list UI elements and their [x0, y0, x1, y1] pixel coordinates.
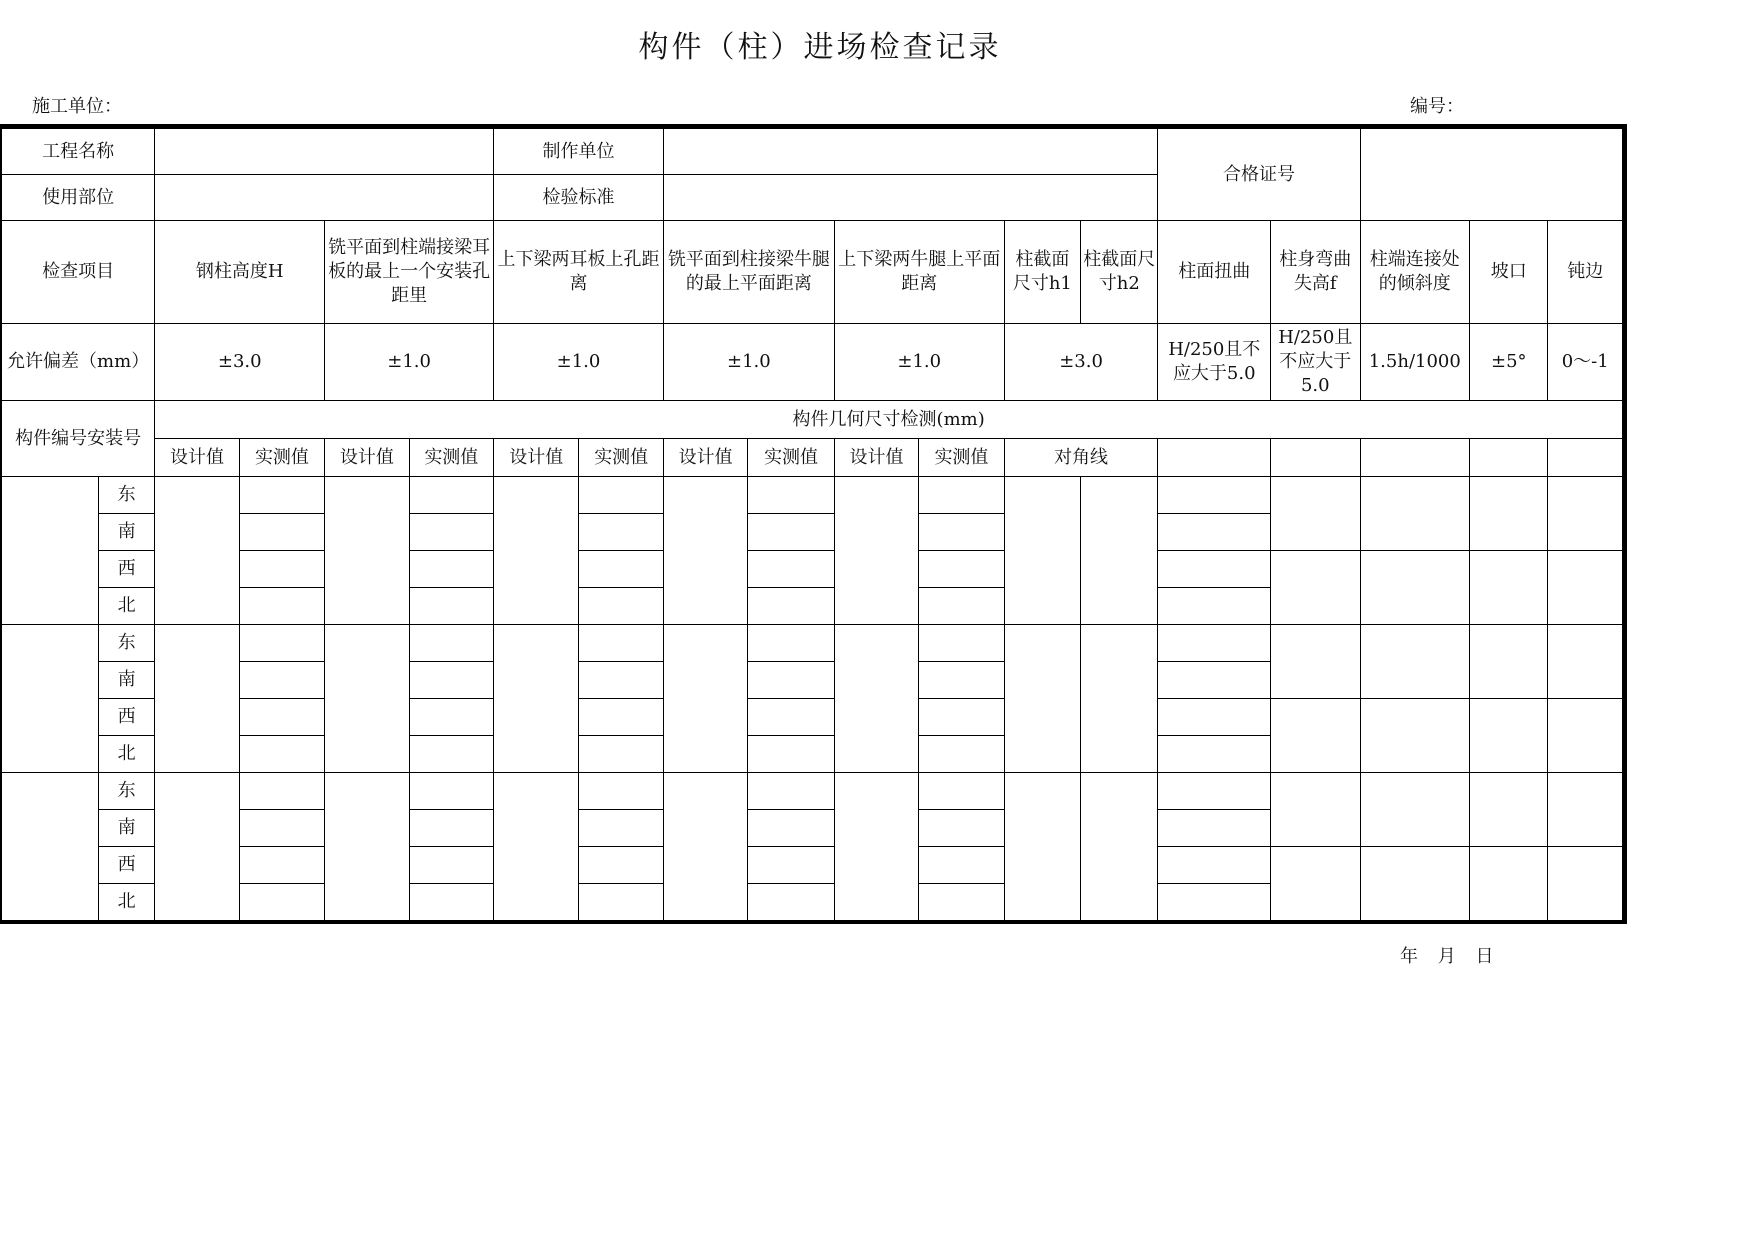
- measured-value-cell[interactable]: [409, 847, 493, 884]
- certificate-no-value[interactable]: [1360, 127, 1625, 221]
- design-value-cell[interactable]: [494, 477, 579, 625]
- measured-value-header: 实测值: [239, 439, 324, 477]
- measured-value-cell[interactable]: [748, 699, 834, 736]
- component-label: 构件编号安装号: [1, 401, 155, 477]
- tilt-value-cell[interactable]: [1360, 773, 1470, 847]
- measured-value-cell[interactable]: [919, 514, 1004, 551]
- tilt-value-cell[interactable]: [1360, 699, 1470, 773]
- measured-value-cell[interactable]: [409, 884, 493, 923]
- blunt-edge-value-cell[interactable]: [1548, 847, 1625, 923]
- tolerance-value: ±1.0: [663, 324, 834, 401]
- measured-value-cell[interactable]: [239, 588, 324, 625]
- bend-value-cell[interactable]: [1271, 551, 1360, 625]
- bend-value-cell[interactable]: [1271, 625, 1360, 699]
- measured-value-cell[interactable]: [239, 847, 324, 884]
- direction-label: 北: [99, 588, 155, 625]
- twist-value-cell[interactable]: [1158, 662, 1271, 699]
- empty-header-cell: [1470, 439, 1548, 477]
- design-value-header: 设计值: [494, 439, 579, 477]
- bevel-value-cell[interactable]: [1470, 551, 1548, 625]
- direction-label: 北: [99, 736, 155, 773]
- measured-value-cell[interactable]: [748, 884, 834, 923]
- blunt-edge-value-cell[interactable]: [1548, 773, 1625, 847]
- tolerance-value: ±1.0: [834, 324, 1004, 401]
- usage-location-value[interactable]: [155, 175, 494, 221]
- measured-value-cell[interactable]: [748, 625, 834, 662]
- direction-label: 西: [99, 699, 155, 736]
- twist-value-cell[interactable]: [1158, 736, 1271, 773]
- item-column-header: 上下梁两牛腿上平面距离: [834, 221, 1004, 324]
- bend-value-cell[interactable]: [1271, 773, 1360, 847]
- item-column-header: 铣平面到柱接梁牛腿的最上平面距离: [663, 221, 834, 324]
- inspection-table: [0, 124, 1627, 924]
- measured-value-cell[interactable]: [748, 551, 834, 588]
- component-id-cell[interactable]: [1, 625, 99, 773]
- measured-value-cell[interactable]: [919, 736, 1004, 773]
- design-value-cell[interactable]: [663, 477, 747, 625]
- measured-value-cell[interactable]: [409, 736, 493, 773]
- empty-header-cell: [1271, 439, 1360, 477]
- design-value-cell[interactable]: [663, 773, 747, 923]
- measured-value-cell[interactable]: [748, 736, 834, 773]
- diagonal-cell[interactable]: [1004, 625, 1080, 773]
- twist-value-cell[interactable]: [1158, 514, 1271, 551]
- manufacturer-label: 制作单位: [494, 127, 664, 175]
- design-value-cell[interactable]: [325, 773, 409, 923]
- measured-value-header: 实测值: [409, 439, 493, 477]
- measured-value-cell[interactable]: [409, 773, 493, 810]
- measured-value-cell[interactable]: [409, 514, 493, 551]
- tilt-value-cell[interactable]: [1360, 847, 1470, 923]
- tolerance-value: 0～-1: [1548, 324, 1625, 401]
- measurement-row: [1, 477, 1625, 514]
- twist-value-cell[interactable]: [1158, 884, 1271, 923]
- measured-value-cell[interactable]: [409, 477, 493, 514]
- direction-label: 南: [99, 810, 155, 847]
- geometry-title-row: [1, 401, 1625, 439]
- measured-value-cell[interactable]: [409, 625, 493, 662]
- item-column-header: 上下梁两耳板上孔距离: [494, 221, 664, 324]
- measured-value-cell[interactable]: [409, 551, 493, 588]
- project-name-label: 工程名称: [1, 127, 155, 175]
- measurement-rows: [1, 477, 1625, 923]
- item-column-header: 柱面扭曲: [1158, 221, 1271, 324]
- measured-value-cell[interactable]: [919, 625, 1004, 662]
- measurement-row: [1, 625, 1625, 662]
- design-value-cell[interactable]: [834, 477, 918, 625]
- certificate-no-label: 合格证号: [1158, 127, 1360, 221]
- measured-value-cell[interactable]: [239, 736, 324, 773]
- bend-value-cell[interactable]: [1271, 847, 1360, 923]
- tolerance-value: 1.5h/1000: [1360, 324, 1470, 401]
- component-id-cell[interactable]: [1, 477, 99, 625]
- tilt-value-cell[interactable]: [1360, 551, 1470, 625]
- geometry-title: 构件几何尺寸检测(mm): [155, 401, 1625, 439]
- bend-value-cell[interactable]: [1271, 699, 1360, 773]
- tilt-value-cell[interactable]: [1360, 625, 1470, 699]
- item-column-header: 铣平面到柱端接梁耳板的最上一个安装孔距里: [325, 221, 494, 324]
- blunt-edge-value-cell[interactable]: [1548, 477, 1625, 551]
- diagonal-cell[interactable]: [1081, 625, 1158, 773]
- design-value-header: 设计值: [325, 439, 409, 477]
- design-value-cell[interactable]: [325, 625, 409, 773]
- bevel-value-cell[interactable]: [1470, 625, 1548, 699]
- empty-header-cell: [1158, 439, 1271, 477]
- direction-label: 东: [99, 625, 155, 662]
- empty-header-cell: [1360, 439, 1470, 477]
- design-value-header: 设计值: [834, 439, 918, 477]
- diagonal-cell[interactable]: [1004, 773, 1080, 923]
- design-value-cell[interactable]: [663, 625, 747, 773]
- measured-value-cell[interactable]: [748, 588, 834, 625]
- bend-value-cell[interactable]: [1271, 477, 1360, 551]
- design-value-header: 设计值: [155, 439, 239, 477]
- measured-value-cell[interactable]: [409, 699, 493, 736]
- tolerance-value: ±3.0: [155, 324, 325, 401]
- measurement-row: [1, 551, 1625, 588]
- twist-value-cell[interactable]: [1158, 551, 1271, 588]
- measured-value-cell[interactable]: [239, 773, 324, 810]
- construction-unit-label: 施工单位：: [32, 96, 122, 117]
- direction-label: 南: [99, 514, 155, 551]
- design-value-cell[interactable]: [834, 625, 918, 773]
- diagonal-cell[interactable]: [1081, 477, 1158, 625]
- measured-value-cell[interactable]: [579, 477, 663, 514]
- measured-value-header: 实测值: [748, 439, 834, 477]
- component-id-cell[interactable]: [1, 773, 99, 923]
- tilt-value-cell[interactable]: [1360, 477, 1470, 551]
- direction-label: 西: [99, 847, 155, 884]
- blunt-edge-value-cell[interactable]: [1548, 551, 1625, 625]
- design-value-cell[interactable]: [494, 773, 579, 923]
- tolerance-value: H/250且不应大于5.0: [1158, 324, 1271, 401]
- measurement-row: [1, 699, 1625, 736]
- measured-value-cell[interactable]: [919, 551, 1004, 588]
- tolerance-value: ±1.0: [494, 324, 664, 401]
- measured-value-cell[interactable]: [579, 736, 663, 773]
- blunt-edge-value-cell[interactable]: [1548, 699, 1625, 773]
- direction-label: 东: [99, 773, 155, 810]
- project-name-value[interactable]: [155, 127, 494, 175]
- blunt-edge-value-cell[interactable]: [1548, 625, 1625, 699]
- manufacturer-value[interactable]: [663, 127, 1158, 175]
- measured-value-cell[interactable]: [919, 699, 1004, 736]
- items-header-label: 检查项目: [1, 221, 155, 324]
- inspection-standard-value[interactable]: [663, 175, 1158, 221]
- measured-value-cell[interactable]: [239, 514, 324, 551]
- page-title: 构件（柱）进场检查记录: [638, 30, 1002, 65]
- measured-value-cell[interactable]: [579, 810, 663, 847]
- tolerance-value: ±1.0: [325, 324, 494, 401]
- twist-value-cell[interactable]: [1158, 699, 1271, 736]
- measured-value-cell[interactable]: [919, 588, 1004, 625]
- bevel-value-cell[interactable]: [1470, 477, 1548, 551]
- measurement-row: [1, 773, 1625, 810]
- items-header-row: [1, 221, 1625, 324]
- measured-value-cell[interactable]: [919, 773, 1004, 810]
- measured-value-cell[interactable]: [919, 847, 1004, 884]
- measured-value-cell[interactable]: [239, 551, 324, 588]
- measured-value-cell[interactable]: [579, 588, 663, 625]
- usage-location-label: 使用部位: [1, 175, 155, 221]
- twist-value-cell[interactable]: [1158, 773, 1271, 810]
- twist-value-cell[interactable]: [1158, 810, 1271, 847]
- twist-value-cell[interactable]: [1158, 847, 1271, 884]
- direction-label: 西: [99, 551, 155, 588]
- measured-value-cell[interactable]: [919, 662, 1004, 699]
- measurement-row: [1, 847, 1625, 884]
- diagonal-header: 对角线: [1004, 439, 1158, 477]
- measured-value-cell[interactable]: [579, 551, 663, 588]
- tolerance-value: ±3.0: [1004, 324, 1158, 401]
- measured-value-cell[interactable]: [579, 699, 663, 736]
- direction-label: 东: [99, 477, 155, 514]
- measured-value-cell[interactable]: [409, 588, 493, 625]
- item-column-header: 柱截面尺寸h1: [1004, 221, 1080, 324]
- item-column-header: 钢柱高度H: [155, 221, 325, 324]
- item-column-header: 柱端连接处的倾斜度: [1360, 221, 1470, 324]
- measured-value-cell[interactable]: [239, 625, 324, 662]
- measured-value-cell[interactable]: [748, 847, 834, 884]
- item-column-header: 坡口: [1470, 221, 1548, 324]
- twist-value-cell[interactable]: [1158, 588, 1271, 625]
- bevel-value-cell[interactable]: [1470, 847, 1548, 923]
- measured-value-cell[interactable]: [579, 625, 663, 662]
- tolerance-value: H/250且不应大于5.0: [1271, 324, 1360, 401]
- geometry-subheader-row: [1, 439, 1625, 477]
- measured-value-cell[interactable]: [579, 514, 663, 551]
- diagonal-cell[interactable]: [1081, 773, 1158, 923]
- measured-value-cell[interactable]: [239, 477, 324, 514]
- design-value-cell[interactable]: [494, 625, 579, 773]
- measured-value-cell[interactable]: [409, 662, 493, 699]
- measured-value-cell[interactable]: [239, 810, 324, 847]
- design-value-cell[interactable]: [834, 773, 918, 923]
- item-column-header: 柱截面尺寸h2: [1081, 221, 1158, 324]
- tolerance-row: [1, 324, 1625, 401]
- inspection-form: [0, 124, 1627, 924]
- date-line: 年 月 日: [1400, 946, 1494, 967]
- measured-value-cell[interactable]: [748, 773, 834, 810]
- diagonal-cell[interactable]: [1004, 477, 1080, 625]
- direction-label: 北: [99, 884, 155, 923]
- measured-value-cell[interactable]: [239, 699, 324, 736]
- measured-value-cell[interactable]: [409, 810, 493, 847]
- measured-value-cell[interactable]: [919, 477, 1004, 514]
- design-value-cell[interactable]: [155, 477, 239, 625]
- inspection-standard-label: 检验标准: [494, 175, 664, 221]
- design-value-cell[interactable]: [325, 477, 409, 625]
- empty-header-cell: [1548, 439, 1625, 477]
- serial-no-label: 编号：: [1410, 96, 1464, 117]
- measured-value-cell[interactable]: [919, 884, 1004, 923]
- tolerance-value: ±5°: [1470, 324, 1548, 401]
- direction-label: 南: [99, 662, 155, 699]
- measured-value-cell[interactable]: [239, 884, 324, 923]
- twist-value-cell[interactable]: [1158, 625, 1271, 662]
- tolerance-label: 允许偏差（mm）: [1, 324, 155, 401]
- measured-value-header: 实测值: [919, 439, 1004, 477]
- item-column-header: 钝边: [1548, 221, 1625, 324]
- measured-value-cell[interactable]: [919, 810, 1004, 847]
- info-row-1: [1, 127, 1625, 175]
- design-value-header: 设计值: [663, 439, 747, 477]
- measured-value-cell[interactable]: [239, 662, 324, 699]
- measured-value-cell[interactable]: [579, 847, 663, 884]
- twist-value-cell[interactable]: [1158, 477, 1271, 514]
- measured-value-cell[interactable]: [579, 773, 663, 810]
- design-value-cell[interactable]: [155, 773, 239, 923]
- measured-value-header: 实测值: [579, 439, 663, 477]
- design-value-cell[interactable]: [155, 625, 239, 773]
- measured-value-cell[interactable]: [748, 810, 834, 847]
- measured-value-cell[interactable]: [748, 514, 834, 551]
- measured-value-cell[interactable]: [579, 884, 663, 923]
- measured-value-cell[interactable]: [748, 477, 834, 514]
- item-column-header: 柱身弯曲失高f: [1271, 221, 1360, 324]
- measured-value-cell[interactable]: [579, 662, 663, 699]
- bevel-value-cell[interactable]: [1470, 699, 1548, 773]
- measured-value-cell[interactable]: [748, 662, 834, 699]
- bevel-value-cell[interactable]: [1470, 773, 1548, 847]
